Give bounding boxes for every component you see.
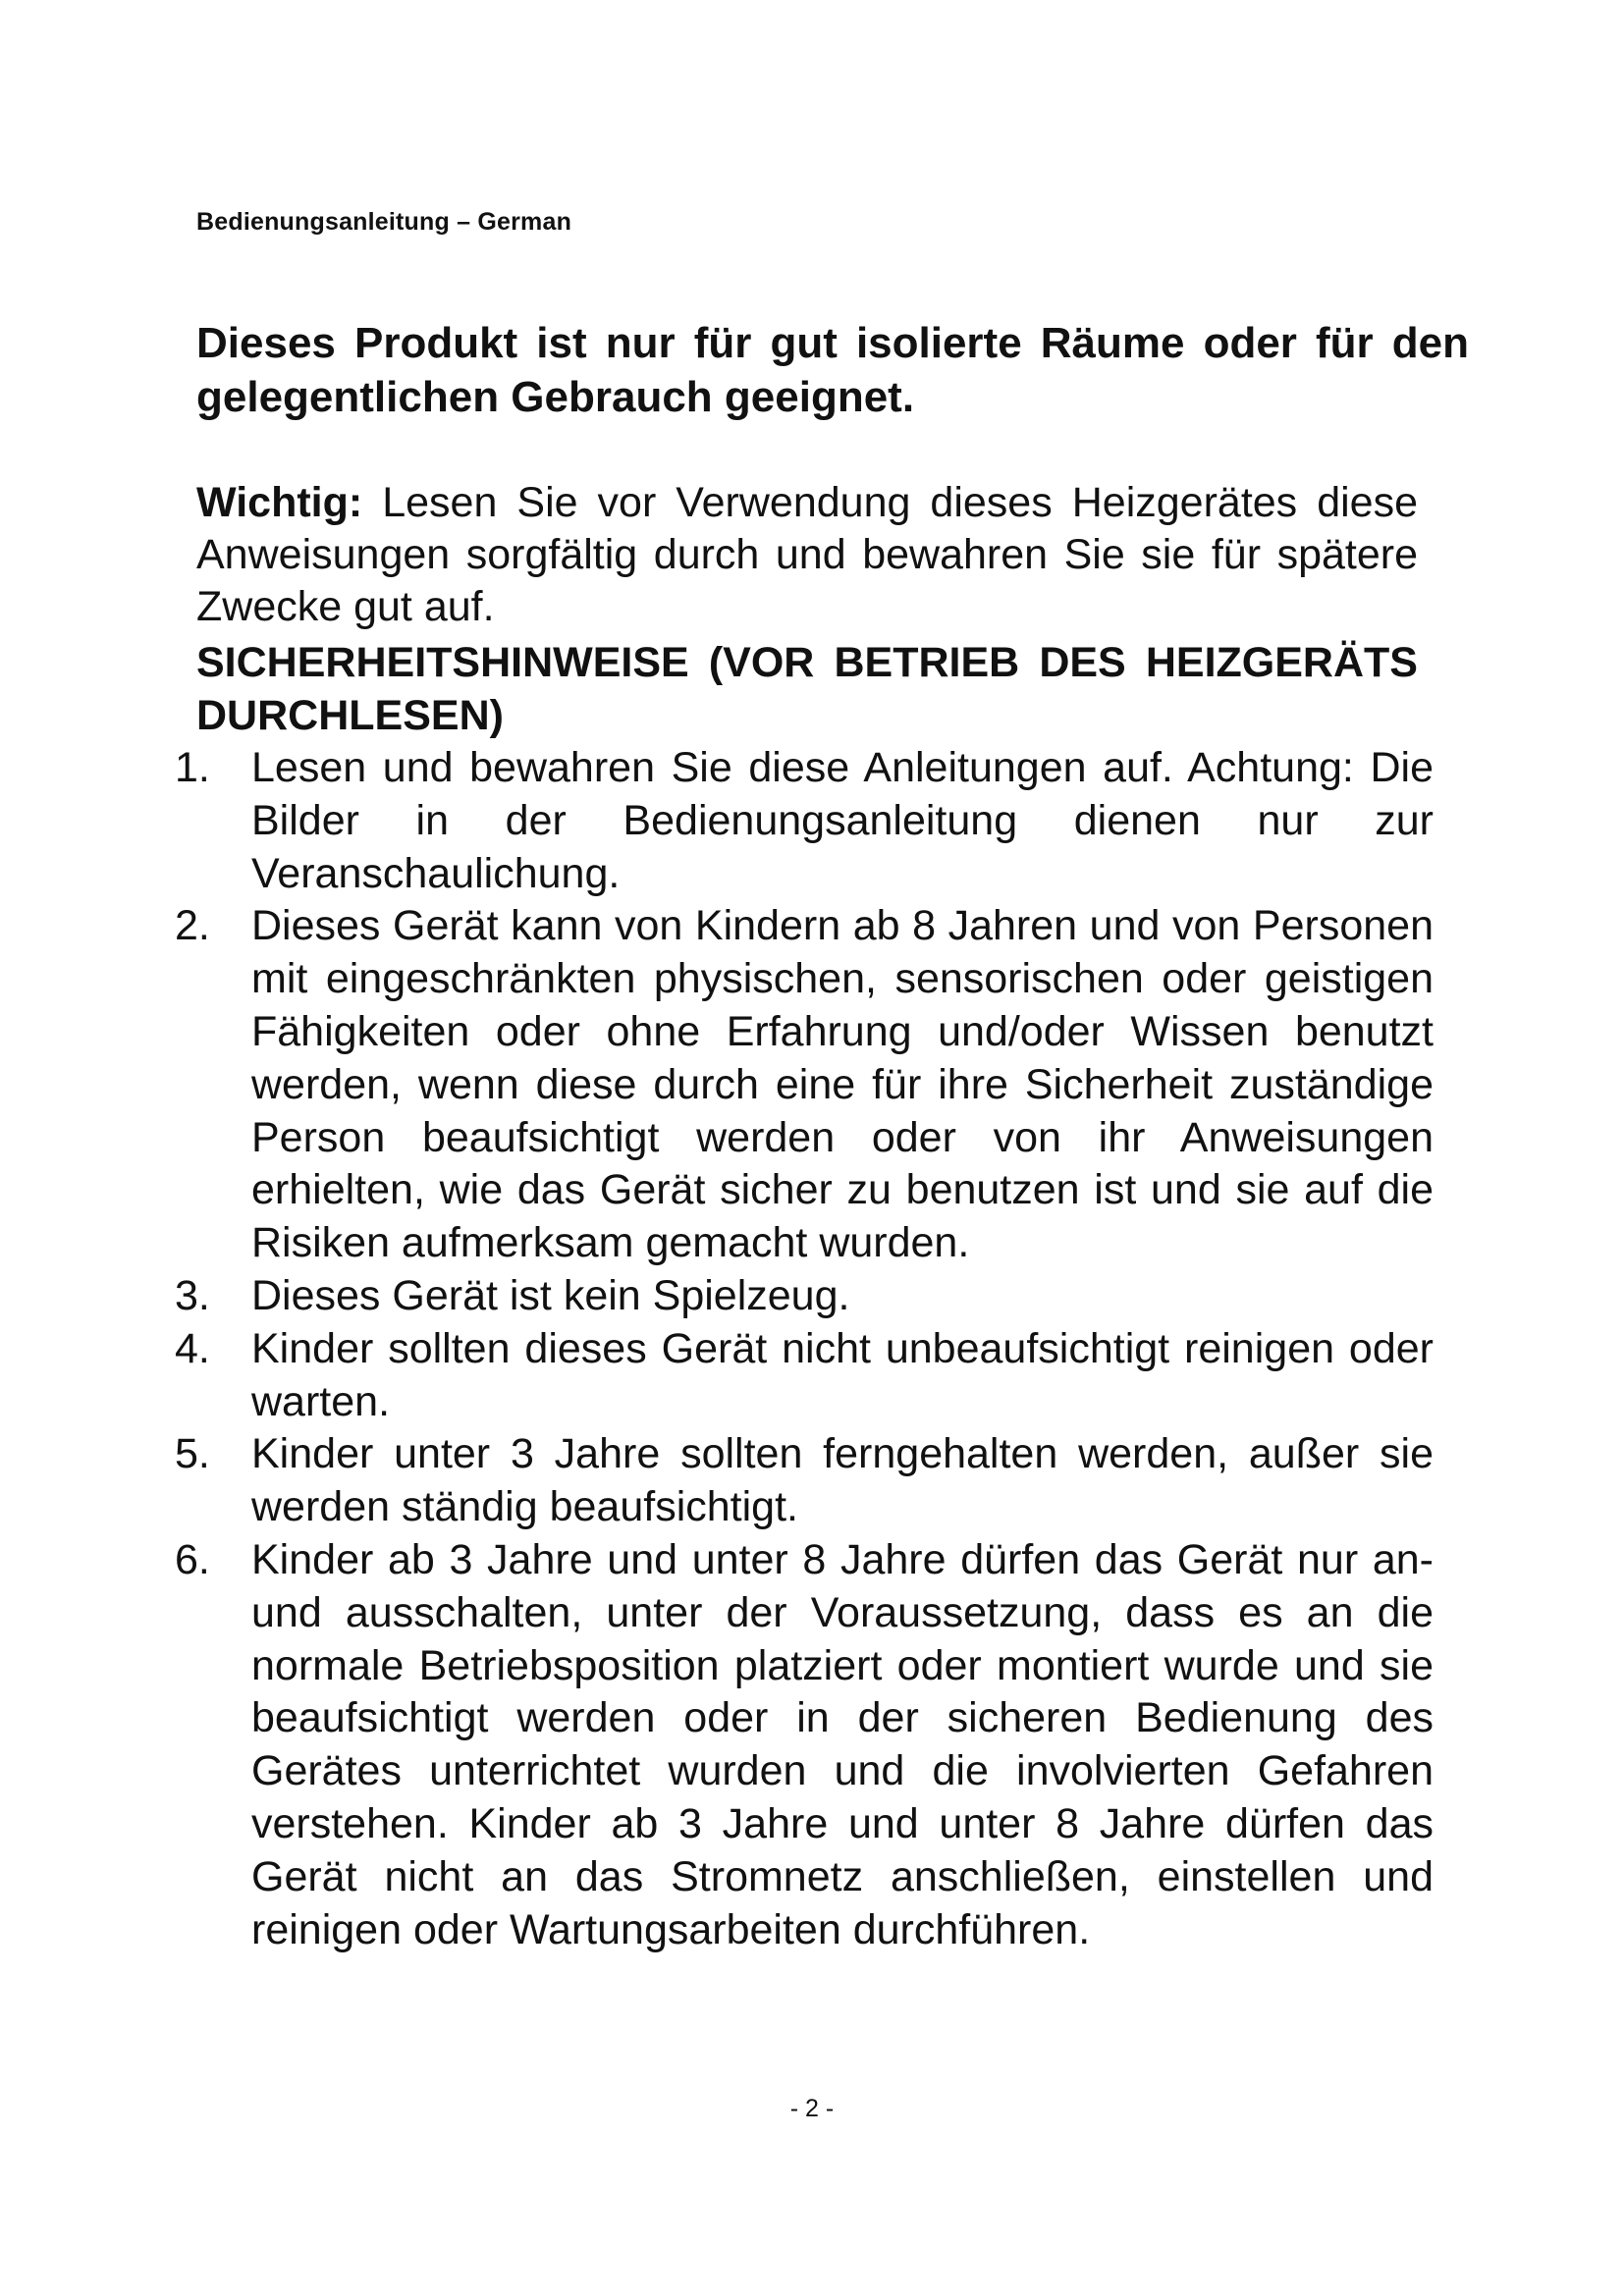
list-item-text: Dieses Gerät kann von Kindern ab 8 Jahren und von Personen mit eingeschränkten physischen, sensorischen oder geistigen Fähigkeiten oder ohne Erfahrung und/oder Wissen benutzt werden, wenn diese durch eine für ihre Sicherheit zuständige Person beaufsichtigt werden oder von ihr Anweisungen erhielten, wie das Gerät sicher zu benutzen ist und sie auf die Risiken aufmerksam gemacht wurden. — [251, 902, 1434, 1267]
list-item — [175, 1323, 1434, 1429]
list-item — [175, 900, 1434, 1270]
list-item-text: Kinder unter 3 Jahre sollten ferngehalten werden, außer sie werden ständig beaufsichtigt. — [251, 1430, 1434, 1531]
safety-instruction-list — [175, 742, 1434, 1956]
list-item-text: Dieses Gerät ist kein Spielzeug. — [251, 1271, 850, 1319]
list-item-number: 6. — [175, 1535, 210, 1583]
list-item — [175, 1428, 1434, 1534]
list-item — [175, 1534, 1434, 1956]
list-item-number: 3. — [175, 1271, 210, 1319]
list-item-number: 1. — [175, 744, 210, 791]
list-item-text: Lesen und bewahren Sie diese Anleitungen auf. Achtung: Die Bilder in der Bedienungsanleitung dienen nur zur Veranschaulichung. — [251, 744, 1434, 897]
list-item-text: Kinder ab 3 Jahre und unter 8 Jahre dürfen das Gerät nur an- und ausschalten, unter der Voraussetzung, dass es an die normale Betriebsposition platziert oder montiert wurde und sie beaufsichtigt werden oder in der sicheren Bedienung des Gerätes unterrichtet wurden und die involvierten Gefahren verstehen. Kinder ab 3 Jahre und unter 8 Jahre dürfen das Gerät nicht an das Stromnetz anschließen, einstellen und reinigen oder Wartungsarbeiten durchführen. — [251, 1535, 1434, 1953]
safety-heading: SICHERHEITSHINWEISE (VOR BETRIEB DES HEIZGERÄTS DURCHLESEN) — [196, 639, 1418, 739]
important-label: Wichtig: — [196, 479, 363, 526]
list-item-number: 2. — [175, 902, 210, 950]
list-item — [175, 742, 1434, 900]
important-notice — [196, 477, 1418, 633]
list-item-text: Kinder sollten dieses Gerät nicht unbeaufsichtigt reinigen oder warten. — [251, 1324, 1434, 1425]
list-item-number: 5. — [175, 1430, 210, 1478]
running-header: Bedienungsanleitung – German — [196, 208, 572, 236]
list-item — [175, 1270, 1434, 1323]
list-item-number: 4. — [175, 1324, 210, 1372]
page-number: - 2 - — [789, 2095, 835, 2122]
important-text: Lesen Sie vor Verwendung dieses Heizgerätes diese Anweisungen sorgfältig durch und bewahren Sie sie für spätere Zwecke gut auf. — [196, 479, 1418, 630]
product-suitability-notice: Dieses Produkt ist nur für gut isolierte Räume oder für den gelegentlichen Gebrauch geeignet. — [196, 319, 1469, 421]
